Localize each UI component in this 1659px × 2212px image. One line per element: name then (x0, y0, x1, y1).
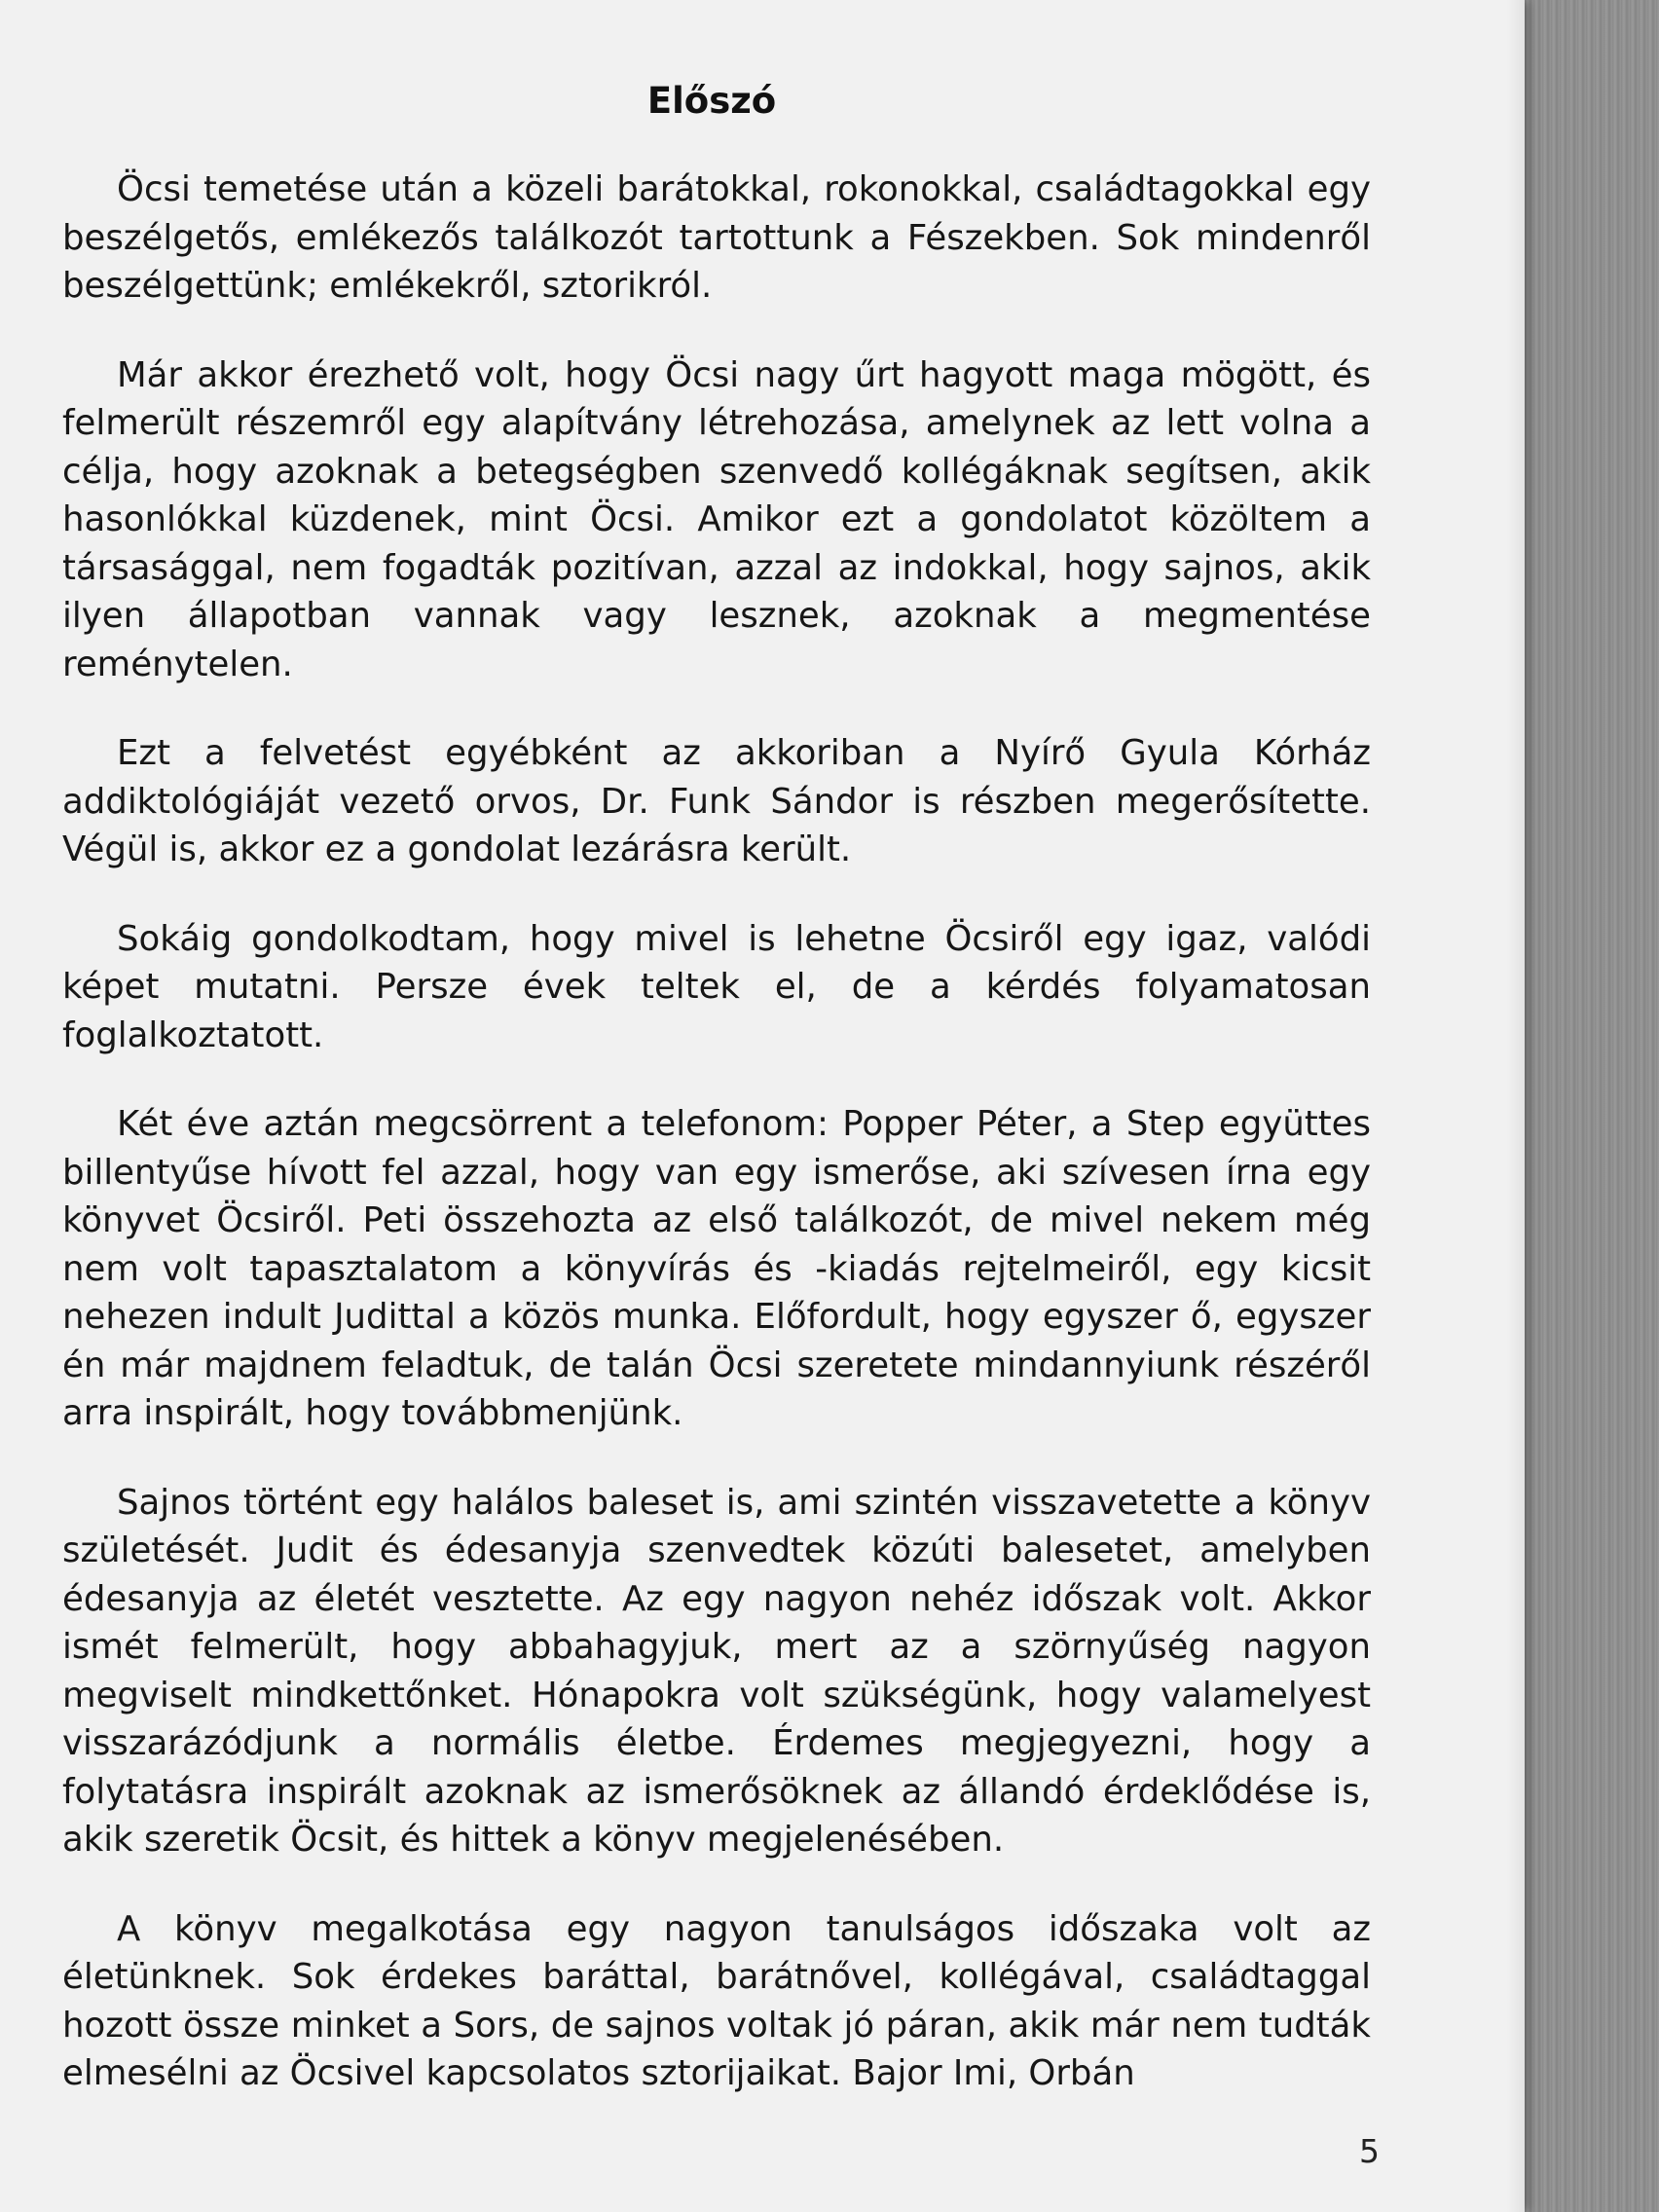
paragraph-1: Öcsi temetése után a közeli barátokkal, rokonokkal, családtagokkal egy beszélgetős, emlékezős találkozót tartottunk a Fészekben. Sok mindenről beszélgettünk; emlékekről, sztorikról. (62, 169, 1371, 306)
paragraph-6: Sajnos történt egy halálos baleset is, ami szintén visszavetette a könyv születését. Judit és édesanyja szenvedtek közúti balesetet, amelyben édesanyja az életét vesztette. Az egy nagyon nehéz időszak volt. Akkor ismét felmerült, hogy abbahagyjuk, mert az a szörnyűség nagyon megviselt mindkettőnket. Hónapokra volt szükségünk, hogy valamelyest visszarázódjunk a normális életbe. Érdemes megjegyezni, hogy a folytatásra inspirált azoknak az ismerősöknek az állandó érdeklődése is, akik szeretik Öcsit, és hittek a könyv megjelenésében. (62, 1482, 1371, 1860)
page-number: 5 (1359, 2132, 1380, 2170)
paragraph-4: Sokáig gondolkodtam, hogy mivel is lehetne Öcsiről egy igaz, valódi képet mutatni. Persze évek teltek el, de a kérdés folyamatosan foglalkoztatott. (62, 918, 1371, 1055)
page-title: Előszó (646, 80, 777, 122)
paragraph-7: A könyv megalkotása egy nagyon tanulságos időszaka volt az életünknek. Sok érdekes baráttal, barátnővel, kollégával, családtaggal hozott össze minket a Sors, de sajnos voltak jó páran, akik már nem tudták elmesélni az Öcsivel kapcsolatos sztorijaikat. Bajor Imi, Orbán (62, 1908, 1371, 2093)
body-text (62, 166, 1371, 2139)
paragraph-3: Ezt a felvetést egyébként az akkoriban a Nyírő Gyula Kórház addiktológiáját vezető orvos, Dr. Funk Sándor is részben megerősítette. Végül is, akkor ez a gondolat lezárásra került. (62, 733, 1371, 869)
page-edge (1507, 0, 1525, 2212)
paragraph-2: Már akkor érezhető volt, hogy Öcsi nagy űrt hagyott maga mögött, és felmerült részemről egy alapítvány létrehozása, amelynek az lett volna a célja, hogy azoknak a betegségben szenvedő kollégáknak segítsen, akik hasonlókkal küzdenek, mint Öcsi. Amikor ezt a gondolatot közöltem a társasággal, nem fogadták pozitívan, azzal az indokkal, hogy sajnos, akik ilyen állapotban vannak vagy lesznek, azoknak a megmentése reménytelen. (62, 354, 1371, 684)
paragraph-5: Két éve aztán megcsörrent a telefonom: Popper Péter, a Step együttes billentyűse hívott fel azzal, hogy van egy ismerőse, aki szívesen írna egy könyvet Öcsiről. Peti összehozta az első találkozót, de mivel nekem még nem volt tapasztalatom a könyvírás és -kiadás rejtelmeiről, egy kicsit nehezen indult Judittal a közös munka. Előfordult, hogy egyszer ő, egyszer én már majdnem feladtuk, de talán Öcsi szeretete mindannyiunk részéről arra inspirált, hogy továbbmenjünk. (62, 1104, 1371, 1433)
